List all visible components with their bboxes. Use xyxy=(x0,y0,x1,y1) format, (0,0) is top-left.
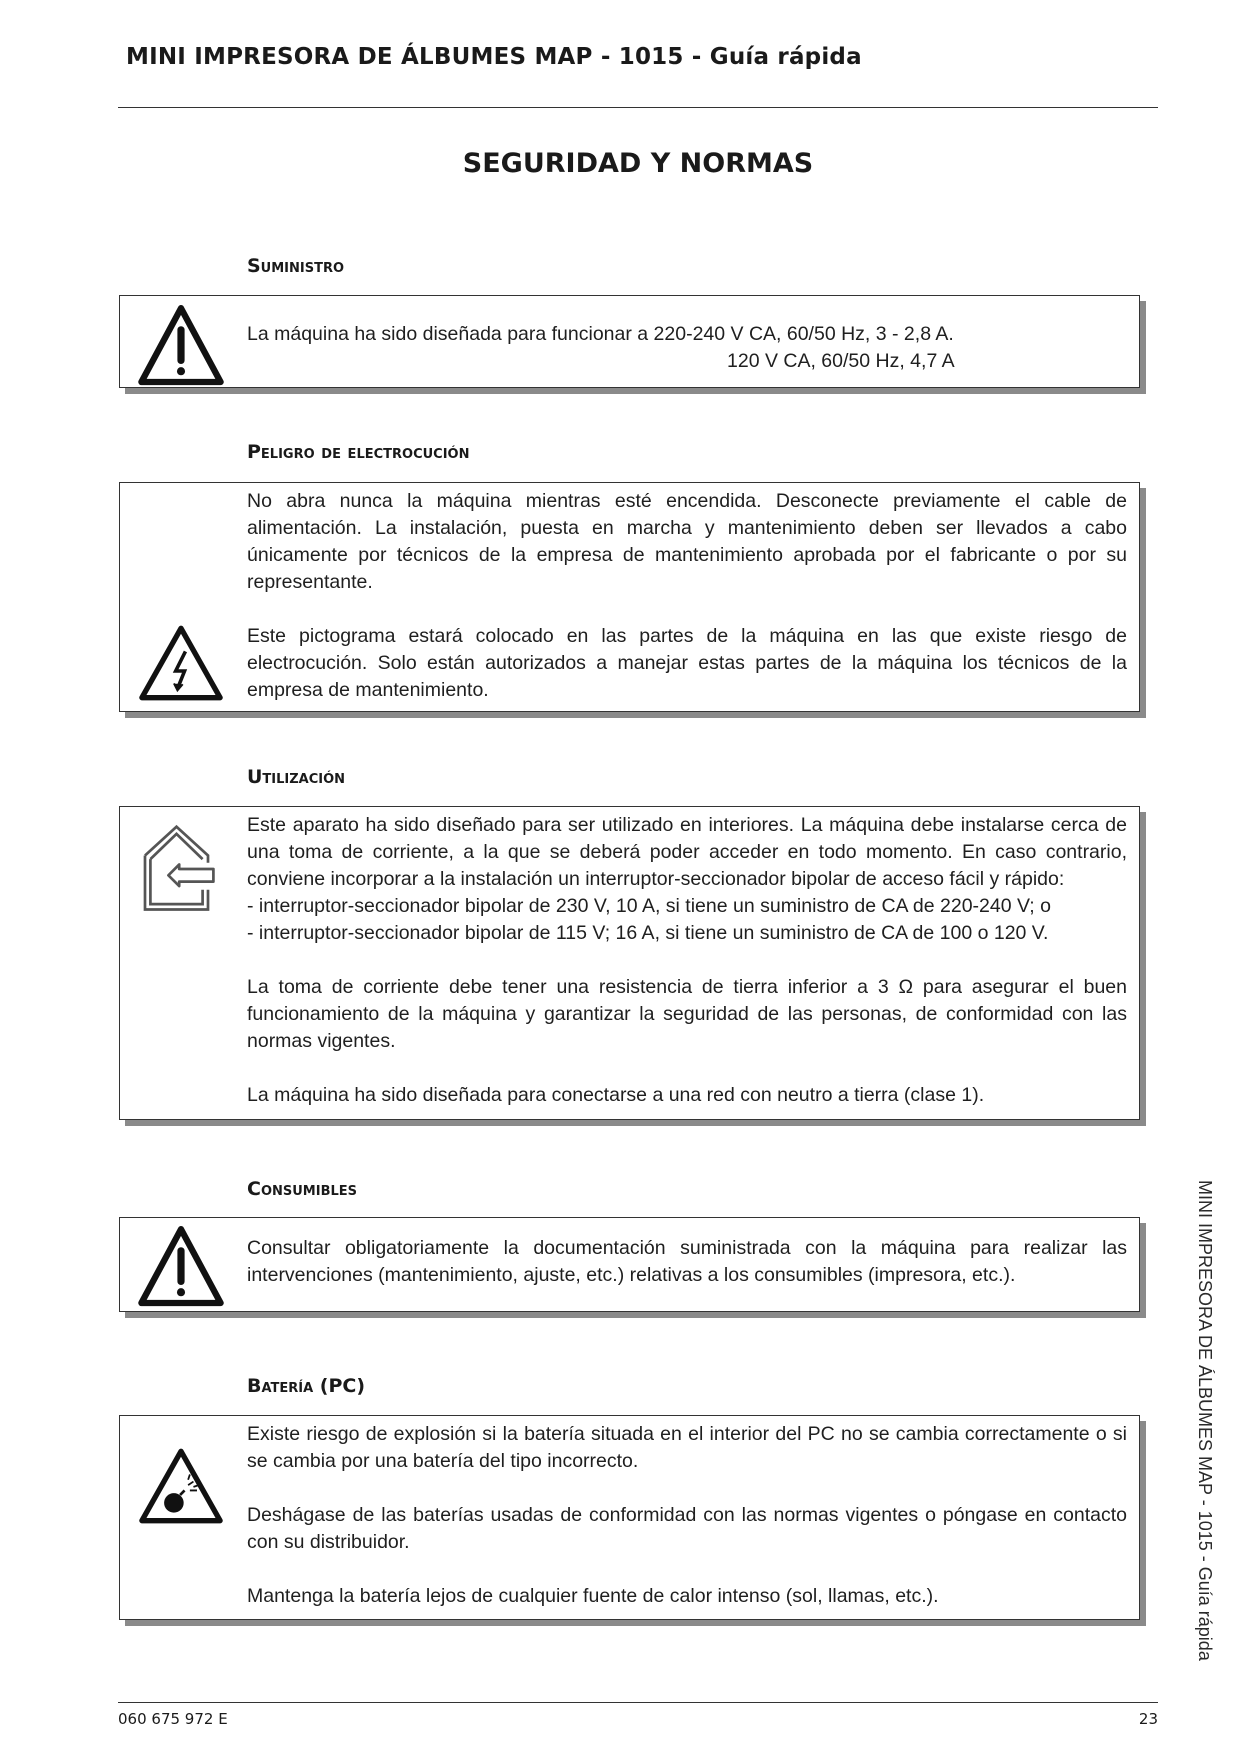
electrocucion-paragraph-2: Este pictograma estará colocado en las partes de la máquina en las que existe riesgo de electrocución. Solo están autorizados a manejar estas partes de la máquina los técnicos de la empresa de mantenimiento. xyxy=(247,625,1127,701)
header-title: MINI IMPRESORA DE ÁLBUMES MAP - 1015 - Guía rápida xyxy=(126,44,862,70)
side-running-title: MINI IMPRESORA DE ÁLBUMES MAP - 1015 - Guía rápida xyxy=(1195,1180,1215,1661)
bateria-paragraph-2: Deshágase de las baterías usadas de conformidad con las normas vigentes o póngase en contacto con su distribuidor. xyxy=(247,1504,1127,1553)
electric-shock-icon xyxy=(136,623,226,703)
consumibles-paragraph: Consultar obligatoriamente la documentación suministrada con la máquina para realizar las intervenciones (mantenimiento, ajuste, etc.) relativas a los consumibles (impresora, etc.). xyxy=(247,1237,1127,1286)
footer-document-number: 060 675 972 E xyxy=(118,1710,228,1728)
utilizacion-intro: Este aparato ha sido diseñado para ser utilizado en interiores. La máquina debe instalarse cerca de una toma de corriente, a la que se deberá poder acceder en todo momento. En caso contrario, conviene incorporar a la instalación un interruptor-seccionador bipolar de acceso fácil y rápido: xyxy=(247,814,1127,890)
section-heading-bateria: Batería (PC) xyxy=(247,1375,366,1397)
footer-divider xyxy=(118,1702,1158,1703)
utilizacion-paragraph-3: La máquina ha sido diseñada para conectarse a una red con neutro a tierra (clase 1). xyxy=(247,1084,985,1106)
bateria-box xyxy=(119,1415,1140,1620)
utilizacion-box xyxy=(119,806,1140,1120)
footer-page-number: 23 xyxy=(1138,1710,1158,1728)
warning-triangle-icon xyxy=(136,301,226,391)
consumibles-box xyxy=(119,1217,1140,1312)
electrocucion-box xyxy=(119,482,1140,712)
header-divider xyxy=(118,107,1158,108)
section-heading-consumibles: Consumibles xyxy=(247,1178,358,1200)
utilizacion-paragraph-1 xyxy=(247,812,1127,947)
utilizacion-paragraph-2: La toma de corriente debe tener una resistencia de tierra inferior a 3 Ω para asegurar el buen funcionamiento de la máquina y garantizar la seguridad de las personas, de conformidad con las normas vigentes. xyxy=(247,976,1127,1052)
utilizacion-bullet-2: - interruptor-seccionador bipolar de 115 V; 16 A, si tiene un suministro de CA de 100 o 120 V. xyxy=(247,922,1049,944)
utilizacion-bullet-1: - interruptor-seccionador bipolar de 230 V, 10 A, si tiene un suministro de CA de 220-240 V; o xyxy=(247,895,1051,917)
suministro-box xyxy=(119,295,1140,388)
page-title: SEGURIDAD Y NORMAS xyxy=(462,148,814,179)
section-heading-electrocucion: Peligro de electrocución xyxy=(247,441,470,463)
bateria-paragraph-1: Existe riesgo de explosión si la batería situada en el interior del PC no se cambia correctamente o si se cambia por una batería del tipo incorrecto. xyxy=(247,1423,1127,1472)
explosion-risk-icon xyxy=(136,1446,226,1526)
suministro-line-2: 120 V CA, 60/50 Hz, 4,7 A xyxy=(727,350,955,372)
warning-triangle-icon xyxy=(136,1222,226,1312)
bateria-paragraph-3: Mantenga la batería lejos de cualquier fuente de calor intenso (sol, llamas, etc.). xyxy=(247,1585,939,1607)
section-heading-utilizacion: Utilización xyxy=(247,766,346,788)
section-heading-suministro: Suministro xyxy=(247,255,345,277)
indoor-use-icon xyxy=(136,819,226,919)
electrocucion-paragraph-1: No abra nunca la máquina mientras esté encendida. Desconecte previamente el cable de alimentación. La instalación, puesta en marcha y mantenimiento deben ser llevados a cabo únicamente por técnicos de la empresa de mantenimiento aprobada por el fabricante o por su representante. xyxy=(247,490,1127,593)
suministro-line-1: La máquina ha sido diseñada para funcionar a 220-240 V CA, 60/50 Hz, 3 - 2,8 A. xyxy=(247,323,954,345)
